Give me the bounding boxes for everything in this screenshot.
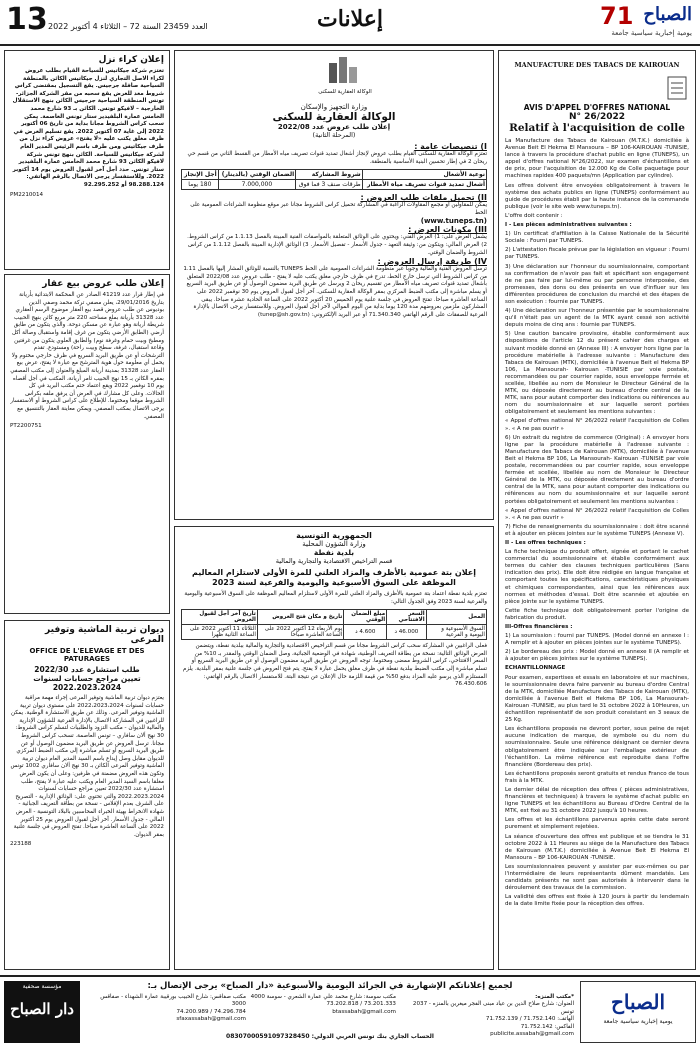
company-logo-icon bbox=[665, 73, 689, 101]
notice-title: AVIS D'APPEL D'OFFRES NATIONAL bbox=[523, 103, 671, 112]
table-cell: 4.600 د bbox=[344, 625, 387, 640]
advertising-footer bbox=[0, 975, 700, 1047]
section-body: يمكن للمقاولين أو مجمع المقاولات الراغبة في المشاركة تحميل كراس الشروط مجانا عبر موقع منظومة الشراءات العمومية على الخط bbox=[190, 202, 487, 216]
table-header: أجل الإنجاز bbox=[182, 170, 219, 180]
ad-tobacco-manufacture bbox=[498, 50, 696, 970]
table-header: نوعية الأشغال bbox=[362, 170, 486, 180]
notice-paragraph: Les échantillons proposés ne devront porter, sous peine de rejet aucune indication de marque, de symbole ou du nom du soumissionnaire. Seule une référence désignant ce dernier devra obligatoirement être indiquée sur l'emballage extérieur de l'échantillon. La même référence est reproduite dans l'offre financière (Bordereau des prix). bbox=[505, 726, 689, 768]
agency-logo-icon bbox=[325, 55, 365, 91]
department-name: قسم التراخيص الاقتصادية والتجارية والمالية bbox=[275, 557, 393, 565]
ad-nefta-municipality bbox=[174, 526, 494, 970]
notice-paragraph: ECHANTILLONNAGE bbox=[505, 665, 566, 672]
table-cell: 7.000,000 bbox=[218, 180, 296, 190]
table-cell: أشغال تمديد قنوات تصريف مياه الأمطار bbox=[362, 180, 486, 190]
table-header: تاريخ آخر أجل لقبول العروض bbox=[182, 610, 258, 625]
logo-dar: دار الصباح bbox=[10, 1000, 74, 1018]
ministry-name: وزارة الشؤون المحلية bbox=[302, 540, 366, 548]
logo-tag: مؤسسة صحفية bbox=[22, 983, 62, 990]
notice-paragraph: Pour examen, expertises et essais en laboratoire et sur machines, le soumissionnaire devra faire parvenir au bureau d'ordre Central de la MTK, domiciliée Manufacture des Tabacs de Kairouan (MTK), domiciliée à l'avenue Beit el Hekma BP 106, La Mansourah- Kairouan -TUNISIE, au plus tard le 31 octobre 2022 à 10Heures, un échantillon représentatif de son produit consistant en 3 seaux de 25 Kg. bbox=[505, 674, 689, 724]
ad-ref: PT2200751 bbox=[10, 423, 42, 430]
table-header: شروط المشاركة bbox=[296, 170, 363, 180]
footer-heading: لجميع إعلاناتكم الإشهارية في الجرائد اليومية والأسبوعية «دار الصباح» يرجى الإتصال بـ: bbox=[147, 981, 513, 991]
table-row bbox=[182, 180, 487, 190]
ad-ref: PM2210014 bbox=[10, 191, 44, 198]
section-heading: II) تحميل ملفات طلب العروض : bbox=[360, 193, 487, 203]
company-name: MANUFACTURE DES TABACS DE KAIROUAN bbox=[514, 61, 680, 69]
table-header: المحل bbox=[426, 610, 486, 625]
branch-address: مكتب صفاقس: شارع الحبيب بورقيبة عمارة الشهداء - صفاقس 3000 bbox=[100, 994, 246, 1008]
auction-table bbox=[181, 609, 487, 640]
notice-paragraph: « Appel d'offres national N° 26/2022 relatif l'acquisition de Colles ». « A ne pas ouvrir » bbox=[505, 418, 689, 432]
logo-number: 71 bbox=[600, 2, 634, 30]
office-phone: الهاتف: 71.752.140 / 71.752.139 bbox=[485, 1016, 574, 1023]
agency-logo-text: الوكالة العقارية للسكنى bbox=[318, 89, 372, 95]
notice-paragraph: I - Les pièces administratives suivantes : bbox=[505, 222, 632, 229]
section-body: تعتزم الوكالة العقارية للسكنى القيام بطلب عروض لإنجاز أشغال تمديد قنوات تصريف مياه الأمطار من القسط الثاني من قسم حي ريحان 2 في إطار تحسين البنية الأساسية بالمنطقة. bbox=[187, 151, 487, 165]
ad-subtitle: طلب استشارة عدد 2022/30 bbox=[34, 665, 140, 674]
section-body: ترسل العروض الفنية والمالية وجوبا عبر منظومة الشراءات العمومية على الخط TUNEPS بالنسبة للوثائق المشار إليها بالفصل 1.11 من كراس الشروط التي ترسل خارج الخط، تدرج في ظرف خارجي مغلق يكتب عليه لا يفتح - طلب عروض عدد 2022/08 المتعلق بأشغال تمديد قنوات تصريف مياه الأمطار من تقسيم ريحان 2 ويرسل عن طريق البريد مضمون الوصول أو عن طريق البريد السريع أو يسلم مباشرة إلى مكتب الضبط المركزي بمقر الوكالة العقارية للسكنى. آخر أجل لقبول العروض يوم 30 نوفمبر 2022 على الساعة العاشرة صباحا. تفتح العروض في جلسة علنية يوم الخميس 20 أكتوبر 2022 على الساعة الحادية عشرة صباحا. يبقى المشاركون ملزمين بعروضهم مدة 120 يوما بداية من اليوم الموالي لآخر أجل لقبول العروض. وللاستفسار يرجى الاتصال بالإدارة الفرعية للصفقات على الرقم الهاتفي 71.340.340 أو عبر البريد الإلكتروني: (tunep@sh.gov.tn) bbox=[183, 266, 487, 318]
footer-main-office bbox=[400, 994, 574, 1038]
notice-paragraph: III-Offres financières : bbox=[505, 624, 573, 630]
table-header-row bbox=[182, 170, 487, 180]
ad-body: يعتزم ديوان تربية الماشية وتوفير المرعى إجراء مهمة مراقبة حسابات لسنوات 2022،2023،2024 على مستوى ديوان تربية الماشية وتوفير المرعى. وذلك عن طريق الاستشارة الوطنية. يمكن للراغبين في المشاركة الاتصال بالإدارة الفرعية للشؤون الإدارية والمالية للديوان - مكتب التزود والطلبيات لتسلم كراس الشروط: 30 نهج ألان سافاري – تونس العاصمة. تسحب كراس الشروط مجانا. ترسل العروض عن طريق البريد مضمون الوصول أو عن طريق البريد السريع أو تسلم مباشرة إلى مكتب الضبط المركزي للديوان مقابل وصل إيداع باسم السيد المدير العام ديوان تربية الماشية وتوفير المرعى الكائن بـ 30 نهج ألان سافاري 1002 تونس وتكون هذه العروض مضمنة في ظرفين: وعلى أن يكون العرض مغلقا باسم السيد المدير العام ويكتب عليه عبارة لا يفتح، طلب استشارة عدد 2022/30 تعيين مراجع حسابات لسنوات 2022.2023.2024 والتي تحتوي على: الوثائق الإدارية - التصريح على الشرف بعدم الإفلاس - نسخة من بطاقة التعريف الجبائية - شهادة الانخراط بهيئة الخبراء المحاسبين بالبلاد التونسية - العرض المالي - جدول الأسعار. آخر أجل لقبول العروض يوم 25 أكتوبر 2022 على الساعة العاشرة صباحا. تفتح العروض في جلسة علنية بمقر الديوان. bbox=[10, 695, 164, 838]
ad-subtitle2: تعيين مراجع حسابات لسنوات 2022.2023.2024 bbox=[33, 674, 141, 692]
logo-tagline: يومية إخبارية سياسية جامعة bbox=[603, 1018, 673, 1025]
office-address: العنوان: شارع صلاح الدين بن عياد مبنى الفجر ميغرين بالمنزه - 2037 تونس bbox=[412, 1001, 574, 1015]
branch-phone: 73.201.333 / 73.202.818 bbox=[326, 1001, 396, 1008]
ad-body: تعتزم شركة جيكاتيس للسياحة القيام بطلب عروض لكراء الاصل التجاري لنزل جيكاتيس الكائن بالمنطقة السياحية صافلة جرجيس. يقع التسجيل بمقتضى كراس شروط معد للغرض يقع سحبه من مقر الشركة الجزائر-تونس المنطقة السياحية جرجيس الكائن بنهج الاستقلال الخارجية – لافيكو تونس. الكائن بـ 93 شارع محمد الخامس عمارة البلفيدير ستار تونس العاصمة. يمكن سحب كراس الشروط مجانا بداية من تاريخ 06 أكتوبر 2022 إلى غاية 07 أكتوبر 2022. يقع تسليم العرض في ظرف مغلق يكتب عليه «لا يفتح» عروض كراء نزل من طرف جيكاتيس ومن طرف باسم الرئيس المدير العام لشركة جيكاتيس للسياحة. الكائن بنهج تونس شركة لافيكو الكائن 93 شارع محمد الخامس عمارة البلفيدير ستار تونس. حدد أجل آخر لقبول العروض يوم 14 أكتوبر 2022. وللاستفسار يرجى الاتصال بالرقم الهاتفي: 98.288.124 أو 92.295.252 bbox=[12, 68, 164, 188]
ad-ref: 223188 bbox=[10, 841, 32, 848]
notice-body bbox=[505, 138, 689, 908]
notice-paragraph: L'offre doit contenir : bbox=[505, 212, 563, 219]
notice-paragraph: 6) Un extrait du registre de commerce (Original) : A envoyer hors ligne par la procédure matérielle à l'adresse suivante : Manufacture des Tabacs de Kairouan (MTK), domiciliée à l'avenue Beit el Hekma BP 106, La Mansourah- Kairouan -TUNISIE par voie postale, recommandées ou par courrier rapide, sous enveloppe fermée et scellée, libellée au nom de Monsieur le Directeur Général de la MTK, ou déposée directement au bureau d'ordre central de la MTK, sans pour autant comporter des indications ou références au nom du soumissionnaire et sur laquelle seront portées obligatoirement et seulement les mentions suivantes : bbox=[505, 434, 689, 505]
notice-paragraph: II - Les offres techniques : bbox=[505, 539, 586, 546]
notice-paragraph: 3) Une déclaration sur l'honneur du soumissionnaire, comportant sa confirmation de n'avoir pas fait et spécifiant son engagement de ne pas faire par lui-même ou par personne interposée, des promesses, des dons ou des présents en vue d'influer sur les différentes procédures de conclusion du marché et des étapes de son exécution : fournie par TUNEPS. bbox=[505, 263, 689, 305]
notice-paragraph: 2) Le bordereau des prix : Model donné en annexe II (A remplir et à ajouter en pièces jointes sur le système TUNEPS). bbox=[505, 649, 689, 663]
ministry-name: وزارة التجهيز والإسكان bbox=[300, 103, 368, 111]
notice-paragraph: 4) Une déclaration sur l'honneur présentée par le soumissionnaire qu'il n'était pas un agent de la MTK ayant cessé son activité depuis moins de cinq ans : fournie par TUNEPS. bbox=[505, 308, 689, 329]
ad-title: إعلان كراء نزل bbox=[98, 55, 164, 65]
notice-subject: Relatif à l'acquisition de colle bbox=[509, 122, 685, 134]
section-heading: IV) طريقة إرسال العروض : bbox=[377, 257, 487, 267]
agency-name: الوكالة العقارية للسكنى bbox=[272, 111, 396, 123]
bank-account: الحساب الجاري بنك تونس العربي الدولي: 08307000591097328450 bbox=[226, 1033, 434, 1040]
office-email[interactable]: publicite.assabah@gmail.com bbox=[490, 1031, 574, 1038]
footer-branch-sfax bbox=[86, 994, 246, 1024]
notice-paragraph: La fiche technique du produit offert, signée et portant le cachet commercial du soumissionnaire et établie conformément aux termes du cahier des clauses techniques particulières (Sans indication des prix). Elle doit être rédigée en langue française et comportant toutes les spécifications, caractéristiques physiques et chimiques correspondantes, ainsi que les références aux normes et méthodes d'essai. Doit être scannée et ajoutée en pièce jointe sur le système TUNEPS. bbox=[505, 549, 689, 605]
notice-paragraph: La séance d'ouverture des offres est publique et se tiendra le 31 octobre 2022 à 11 Heures au siège de la Manufacture des Tabacs de Kairouan (M.T.K.) domiciliée à Avenue Beit El Hekma El Mansoura – BP 106-KAIROUAN -TUNISIE. bbox=[505, 833, 689, 861]
branch-address: مكتب سوسة: شارع محمد علي عمارة الشعري - سوسة 4000 bbox=[250, 994, 396, 1000]
ad-title-ar: ديوان تربية الماشية وتوفير المرعى bbox=[45, 625, 164, 645]
tuneps-link[interactable]: (www.tuneps.tn) bbox=[420, 217, 487, 226]
table-cell: الثلاثاء 11 أكتوبر 2022 على الساعة الثانية ظهرا bbox=[182, 625, 258, 640]
footer-branch-sousse bbox=[250, 994, 396, 1016]
ad-title-fr: OFFICE DE L'ELEVAGE ET DES PATURAGES bbox=[29, 647, 145, 663]
page-number: 13 bbox=[6, 2, 48, 37]
notice-paragraph: 5) Une caution bancaire provisoire, établie conformément aux dispositions de l'article 12 du présent cahier des charges et suivant modèle donné en (Annexe III) : A envoyer hors ligne par la procédure matérielle à l'adresse suivante : Manufacture des Tabacs de Kairouan (MTK), domiciliée à l'avenue Beit el Hekma BP 106, La Mansourah- Kairouan -TUNISIE par voie postale, recommandées ou par courrier rapide, sous enveloppe fermée et scellée, libellée au nom de Monsieur le Directeur Général de la MTK, ou déposée directement au bureau d'ordre central de la MTK, sans pour autant comporter des indications ou références au nom du soumissionnaire et sur laquelle seront portées obligatoirement et seulement les mentions suivantes : bbox=[505, 331, 689, 416]
table-header-row bbox=[182, 610, 487, 625]
table-row bbox=[182, 625, 487, 640]
newspaper-logo bbox=[598, 2, 694, 40]
footer-newspaper-logo bbox=[580, 981, 696, 1043]
section-heading: I) تنصيصات عامة : bbox=[414, 142, 487, 151]
republic-name: الجمهورية التونسية bbox=[296, 531, 372, 540]
tender-subtitle: (المرحلة الثانية) bbox=[312, 131, 356, 139]
footer-dar-logo bbox=[4, 981, 80, 1043]
office-label: *مكتب المنزه: bbox=[535, 994, 574, 1000]
issue-line: العدد 23459 السنة 72 – الثلاثاء 4 أكتوبر 2022 bbox=[48, 22, 208, 31]
logo-tagline: يومية إخبارية سياسية جامعة bbox=[611, 29, 692, 37]
notice-paragraph: Les offres et les échantillons parvenus après cette date seront purement et simplement rejetées. bbox=[505, 817, 689, 831]
notice-paragraph: « Appel d'offres national N° 26/2022 relatif l'acquisition de Colles ». « A ne pas ouvrir » bbox=[505, 507, 689, 521]
table-cell: يوم الأربعاء 12 أكتوبر 2022 على الساعة العاشرة صباحا bbox=[257, 625, 343, 640]
table-header: تاريخ و مكان فتح العروض bbox=[257, 610, 343, 625]
ad-title: إعلان طلب عروض بيع عقار bbox=[42, 279, 164, 289]
table-cell: 180 يوما bbox=[182, 180, 219, 190]
table-header: السعر الافتتاحي bbox=[387, 610, 426, 625]
section-body: يشمل العرض على: 1) العرض الفني: ويحتوي على الوثائق المتعلقة بالمواصفات الفنية المبينة بالفصل 1.1.13 من كراس الشروط. 2) العرض المالي: ويتكون من: وثيقة التعهد - جدول الأسعار - تفصيل الأسعار. 3) الوثائق الإدارية المبينة بالفصل 1.1.12 من كراس الشروط والضمان الوقتي. bbox=[187, 234, 487, 256]
table-cell: 46.000 د bbox=[387, 625, 426, 640]
municipality-name: بلدية نفطة bbox=[313, 548, 355, 557]
notice-paragraph: 2) L'attestation fiscale prévue par la législation en vigueur : Fourni par TUNEPS. bbox=[505, 247, 689, 261]
notice-paragraph: 1) La soumission : fourni par TUNEPS. (Model donné en annexe I : A remplir et à ajouter en pièces jointes sur le système TUNEPS). bbox=[505, 633, 689, 647]
notice-paragraph: La validité des offres est fixée à 120 jours à partir du lendemain de la date limite fixée pour la réception des offres. bbox=[505, 894, 689, 908]
intro-text: تعتزم بلدية نفطة اعتماد بتة عمومية بالأظرف والمزاد العلني للمرة الأولى لاستلزام المعاليم الموظفة على السوق الأسبوعية واليومية والفرعية لسنة 2023 وفق الجدول التالي: bbox=[184, 591, 487, 605]
notice-paragraph: Le dernier délai de réception des offres ( pièces administratives, financières et techniques) à travers le système d'achat public en ligne TUNEPS et les échantillons au Bureau d'Ordre Central de la MTK, est fixé au 31 octobre 2022 jusqu'à 10 heures. bbox=[505, 786, 689, 815]
masthead bbox=[0, 0, 700, 46]
table-cell: طرقات صنف 3 فما فوق bbox=[296, 180, 363, 190]
table-header: مبلغ الضمان الوقتي bbox=[344, 610, 387, 625]
ad-housing-agency bbox=[174, 50, 494, 520]
branch-phone: 74.296.784 / 74.200.989 bbox=[176, 1008, 246, 1015]
ad-hotel-lease bbox=[4, 50, 170, 270]
notice-paragraph: Les soumissionnaires peuvent y assister par eux-mêmes ou par l'intermédiaire de leurs représentants dûment mandatés. Les candidats présents ne sont pas autorisés à intervenir dans le déroulement des travaux de la commission. bbox=[505, 863, 689, 892]
branch-email[interactable]: sfaxassabah@gmail.com bbox=[176, 1016, 246, 1023]
table-header: الضمان الوقتي (بالدينار) bbox=[218, 170, 296, 180]
notice-paragraph: Cette fiche technique doit obligatoirement porter l'origine de fabrication du produit. bbox=[505, 607, 689, 621]
logo-name: الصباح bbox=[643, 4, 692, 25]
ad-property-sale bbox=[4, 274, 170, 614]
logo-name: الصباح bbox=[610, 990, 666, 1014]
notice-paragraph: 1) Un certificat d'affiliation à la Caisse Nationale de la Sécurité Sociale : Fourni par TUNEPS. bbox=[505, 231, 689, 245]
ad-body: في إطار قرار عدد 41219 الصادر عن المحكمة الابتدائية بأريانة بتاريخ 29/01/2016، يعلن مصفي تركة محمد وصفي الدين بوديوس عن طلب عروض قصد بيع العقار موضوع الرسم العقاري عدد 31328 بأريانة بملغ مساحته 220 متر مربع كائن بنهج الحبيب شريطة أريانة وهو عبارة عن مسكن دوحة. والذي يتكون من طابق أرضي (الطابق الأرضي يتكون من غرف إقامة واستقبال وصالة أكل ومطبخ وبيت حمام وغرفة نوم) والطابق العلوي يتكون من غرفتين وقاعة استقبال، غرفة، سطح وبيت راحة) ومستودع. تقدم الترشحات أو عن طريق البريد السريع في ظرف خارجي مختوم ولا يحمل أي معلومة حول هوية المترشح مع عبارة لا يفتح، عرض بيع العقار عدد 31328 بمدينة أريانة المبلغ والعنوان إلى مكتب المصفي بمقره الكائن بـ 15 نهج الحبيب ثامر أريانة، المكتب في أجل أقصاه يوم 10 نوفمبر 2022 ويقع اعتماد ختم مكتب البريد في كل الحالات. وعلى كل مشارك في العرض أن يرفق ملفه بكراس الشروط موقعا ومختوما. للإطلاع على كراس الشروط أو الاستفسار يرجى الاتصال بمكتب المصفي. ويمكن معاينة العقار بالتنسيق مع المصفي. bbox=[10, 292, 164, 420]
notice-paragraph: 7) Fiche de renseignements du soumissionnaire : doit être scanné et à ajouter en pièces jointes sur le système TUNEPS (Annexe V). bbox=[505, 523, 689, 537]
notice-paragraph: La Manufacture des Tabacs de Kairouan (M.T.K.) domiciliée à Avenue Beit El Hekma El Mansoura – BP 106-KAIROUAN -TUNISIE, lance à travers la procédure d'achat public en ligne (TUNEPS), un appel d'offres national N°26/2022, sur examen d'échantillons et de prix, pour l'acquisition de 12.000 Kg de Colle paquetage pour machines rapides 400 paquets/mn (Application par cylindre). bbox=[505, 138, 689, 180]
tender-title: إعلان طلب عروض عدد 2022/08 bbox=[277, 123, 391, 131]
section-title: إعلانات bbox=[317, 6, 383, 32]
branch-email[interactable]: btassabah@gmail.com bbox=[332, 1008, 396, 1015]
ad-livestock-office bbox=[4, 620, 170, 970]
office-fax: الفاكس: 71.752.142 bbox=[520, 1023, 574, 1030]
notice-paragraph: Les échantillons proposés seront gratuits et rendus Franco de tous frais à la MTK. bbox=[505, 770, 689, 784]
section-heading: III) مكونات العرض : bbox=[408, 225, 487, 235]
notice-number: N° 26/2022 bbox=[568, 112, 626, 122]
table-cell: السوق الأسبوعية و اليومية و الفرعية bbox=[426, 625, 486, 640]
tender-title: إعلان بتة عمومية بالأظرف والمزاد العلني للمرة الأولى لاستلزام المعاليم الموظفة على السوق الأسبوعية واليومية والفرعية لسنة 2023 bbox=[192, 568, 476, 587]
notice-paragraph: Les offres doivent être envoyées obligatoirement à travers le système des achats publics en ligne (TUNEPS) conformément au guide de procédures établi par la haute instance de la commande publique (voir le site web www.tuneps.tn). bbox=[505, 182, 689, 210]
works-table bbox=[181, 169, 487, 190]
ad-body: فعلى الراغبين في المشاركة سحب كراس الشروط مجانا من قسم التراخيص الاقتصادية والتجارية والمالية ببلدية نفطة، ويتضمن العرض الوثائق التالية: نسخة من بطاقة التعريف الوطنية، شهادة في الوضعية الجبائية، وصل الضمان الوقتي والمقدر بـ 10% من السعر الافتتاحي، كراس الشروط ممضى ومختوما. توجه العروض عن طريق البريد مضمون الوصول أو عن طريق البريد السريع أو تسلم مباشرة إلى مكتب الضبط ببلدية نفطة في ظرف مغلق يحمل عبارة لا يفتح. يتم فتح العروض في جلسة علنية بمقر البلدية. يلزم المستلزم الذي يرسو عليه المزاد بدفع 50% من قيمة اللزمة حال الإعلان عن نتيجة البتة. للاستفسار الاتصال بالرقم الهاتفي: 76.430.606 bbox=[182, 643, 487, 688]
